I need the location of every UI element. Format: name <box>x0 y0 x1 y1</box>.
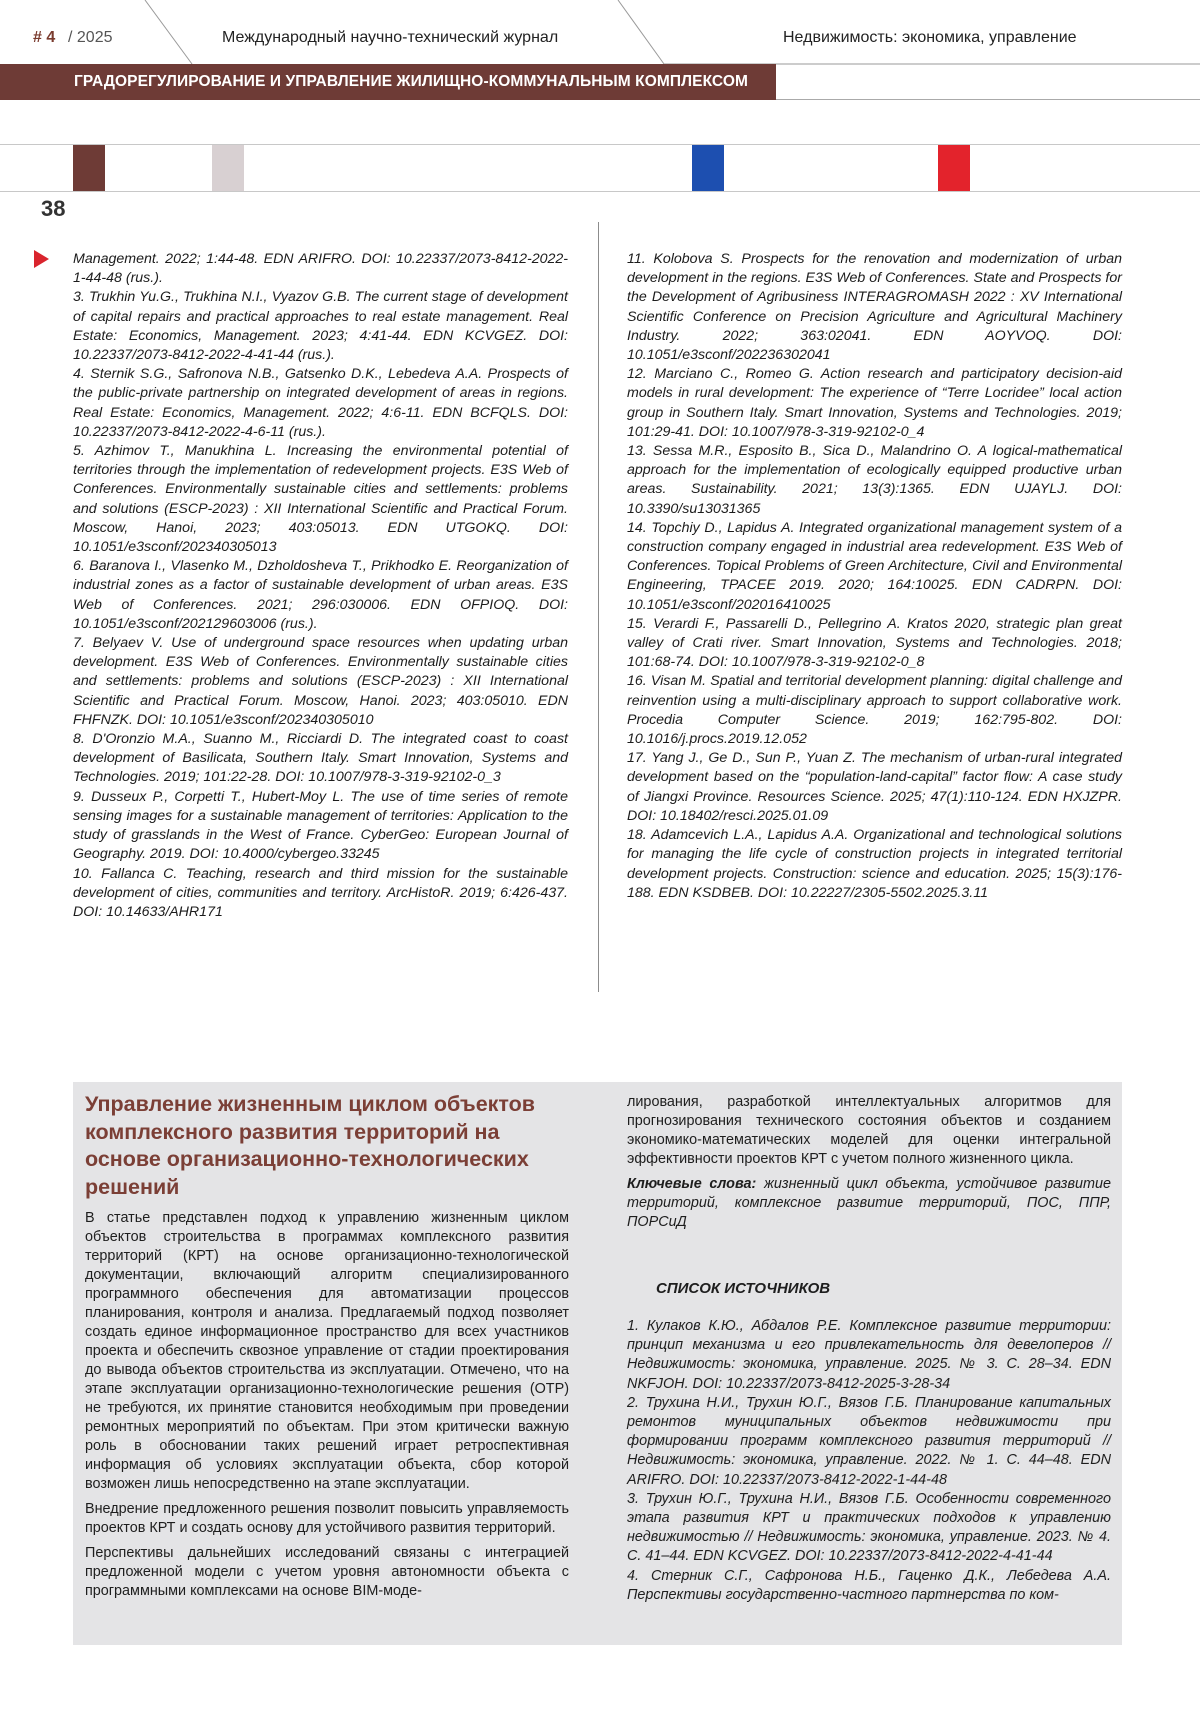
column-divider <box>598 222 599 992</box>
swatch-red <box>938 145 970 191</box>
source-item: 2. Трухина Н.И., Трухин Ю.Г., Вязов Г.Б. Планирование капитальных ремонтов муниципальных объектов недвижимости при формировании программ комплексного развития территорий // Недвижимость: экономика, управление. 2022. № 1. С. 44–48. EDN ARIFRO. DOI: 10.22337/2073-8412-2022-1-44-48 <box>627 1394 1111 1488</box>
source-item: 4. Стерник С.Г., Сафронова Н.Б., Гаценко Д.К., Лебедева А.А. Перспективы государственно-частного партнерства по ком- <box>627 1567 1111 1603</box>
abstract-right-column <box>627 1093 1111 1605</box>
reference-item: 9. Dusseux P., Corpetti T., Hubert-Moy L. The use of time series of remote sensing images for a sustainable management of territories: Application to the study of grasslands in the West of France. CyberGeo: European Journal of Geography. 2019. DOI: 10.4000/cybergeo.33245 <box>73 788 568 863</box>
references-left-column <box>73 250 568 922</box>
reference-item: 14. Topchiy D., Lapidus A. Integrated organizational management system of a construction company engaged in industrial area redevelopment. E3S Web of Conferences. Topical Problems of Green Architecture, Civil and Environmental Engineering, TPACEE 2019. 2020; 164:10025. EDN CADRPN. DOI: 10.1051/e3sconf/202016410025 <box>627 519 1122 613</box>
reference-item: 3. Trukhin Yu.G., Trukhina N.I., Vyazov G.B. The current stage of development of capital repairs and practical approaches to real estate management. Real Estate: Economics, Management. 2023; 4:41-44. EDN KCVGEZ. DOI: 10.22337/2073-8412-2022-4-41-44 (rus.). <box>73 289 568 364</box>
abstract-paragraph: Перспективы дальнейших исследований связаны с интеграцией предложенной модели с учетом уровня автономности объекта с программными комплексами на основе BIM-моде- <box>85 1545 569 1599</box>
abstract-paragraph: В статье представлен подход к управлению жизненным циклом объектов строительства в программах комплексного развития территорий (КРТ) на основе организационно-технологической документации, включающий алгоритм специализированного программного обеспечения для автоматизации процессов планирования, контроля и анализа. Предлагаемый подход позволяет создать единое информационное пространство для всех участников проекта и обеспечить сквозное управление от стадии проектирования до вывода объектов строительства из эксплуатации. Отмечено, что на этапе эксплуатации организационно-технологические решения (ОТР) не требуются, их принятие становится необходимым при проведении ремонтных мероприятий по объектам. При этом критически важную роль в обосновании таких решений играет ретроспективная информация об условиях эксплуатации объекта, сбор которой возможен лишь непосредственно на этапе эксплуатации. <box>85 1210 569 1492</box>
keywords-label: Ключевые слова: <box>627 1176 757 1192</box>
reference-item: 4. Sternik S.G., Safronova N.B., Gatsenko D.K., Lebedeva A.A. Prospects of the public-private partnership on integrated development of areas in regions. Real Estate: Economics, Management. 2022; 4:6-11. EDN BCFQLS. DOI: 10.22337/2073-8412-2022-4-6-11 (rus.). <box>73 366 568 440</box>
source-item: 3. Трухин Ю.Г., Трухина Н.И., Вязов Г.Б. Особенности современного этапа развития КРТ и практических подходов к управлению недвижимостью // Недвижимость: экономика, управление. 2023. № 4. С. 41–44. EDN KCVGEZ. DOI: 10.22337/2073-8412-2022-4-41-44 <box>627 1490 1111 1565</box>
abstract-paragraph: Внедрение предложенного решения позволит повысить управляемость проектов КРТ и создать основу для устойчивого развития территорий. <box>85 1501 569 1536</box>
reference-item: 12. Marciano C., Romeo G. Action research and participatory decision-aid models in rural development: The experience of “Terre Locridee” local action group in Southern Italy. Smart Innovation, Systems and Technologies. 2019; 101:29-41. DOI: 10.1007/978-3-319-92102-0_4 <box>627 366 1122 440</box>
issue-number: # 4 <box>33 29 56 46</box>
keywords <box>627 1175 1111 1232</box>
journal-name: Международный научно-технический журнал <box>222 29 559 46</box>
reference-item: 16. Visan M. Spatial and territorial development planning: digital challenge and reinvention using a multi-disciplinary approach to support collaborative work. Procedia Computer Science. 2019; 162:795-802. DOI: 10.1016/j.procs.2019.12.052 <box>627 673 1122 748</box>
swatch-blue <box>692 145 724 191</box>
reference-item: 13. Sessa M.R., Esposito B., Sica D., Malandrino O. A logical-mathematical approach for the implementation of ecologically equipped productive urban areas. Sustainability. 2021; 13(3):1365. EDN UJAYLJ. DOI: 10.3390/su13031365 <box>627 443 1122 517</box>
keywords-text: жизненный цикл объекта, устойчивое развитие территорий, комплексное развитие территорий, ПОС, ППР, ПОРСиД <box>627 1176 1111 1230</box>
reference-item: 17. Yang J., Ge D., Sun P., Yuan Z. The mechanism of urban-rural integrated development based on the “population-land-capital” factor flow: A case study of Jiangxi Province. Resources Science. 2025; 47(1):110-124. EDN HXJZPR. DOI: 10.18402/resci.2025.01.09 <box>627 750 1122 824</box>
reference-item: 10. Fallanca C. Teaching, research and third mission for the sustainable development of cities, communities and territory. ArcHistoR. 2019; 6:426-437. DOI: 10.14633/AHR171 <box>73 865 568 920</box>
abstract-box <box>73 1082 1122 1645</box>
color-strip <box>0 144 1200 192</box>
references-right-column <box>627 250 1122 903</box>
reference-item: 15. Verardi F., Passarelli D., Pellegrino A. Kratos 2020, strategic plan great valley of Crati river. Smart Innovation, Systems and Technologies. 2018; 101:68-74. DOI: 10.1007/978-3-319-92102-0_8 <box>627 615 1122 671</box>
sources-heading: СПИСОК ИСТОЧНИКОВ <box>656 1280 831 1297</box>
page-number: 38 <box>41 196 66 221</box>
abstract-title: Управление жизненным циклом объектов комплексного развития территорий на основе организационно-технологических решений <box>85 1092 536 1199</box>
reference-item: 11. Kolobova S. Prospects for the renovation and modernization of urban development in the regions. E3S Web of Conferences. State and Prospects for the Development of Agribusiness INTERAGROMASH 2022 : XV International Scientific Conference on Precision Agriculture and Agricultural Machinery Industry. 2022; 363:02041. EDN AOYVOQ. DOI: 10.1051/e3sconf/202236302041 <box>627 251 1122 364</box>
swatch-grey <box>212 145 244 191</box>
band-rule <box>776 99 1200 100</box>
issue-year: / 2025 <box>68 29 113 46</box>
reference-item: Management. 2022; 1:44-48. EDN ARIFRO. DOI: 10.22337/2073-8412-2022-1-44-48 (rus.). <box>73 251 568 287</box>
reference-item: 6. Baranova I., Vlasenko M., Dzholdosheva T., Prikhodko E. Reorganization of industrial zones as a factor of sustainable development of urban areas. E3S Web of Conferences. 2021; 296:030006. EDN OFPIOQ. DOI: 10.1051/e3sconf/202129603006 (rus.). <box>73 558 568 632</box>
journal-series: Недвижимость: экономика, управление <box>783 29 1077 46</box>
reference-item: 8. D'Oronzio M.A., Suanno M., Ricciardi D. The integrated coast to coast development of Basilicata, Southern Italy. Smart Innovation, Systems and Technologies. 2019; 101:22-28. DOI: 10.1007/978-3-319-92102-0_3 <box>73 731 568 786</box>
reference-item: 5. Azhimov T., Manukhina L. Increasing the environmental potential of territories through the implementation of redevelopment projects. E3S Web of Conferences. Environmentally sustainable cities and settlements: problems and solutions (ESCP-2023) : XII International Scientific and Practical Forum. Moscow, Hanoi, 2023; 403:05013. EDN UTGOKQ. DOI: 10.1051/e3sconf/202340305013 <box>73 443 568 556</box>
red-arrow-icon <box>34 250 49 268</box>
reference-item: 18. Adamcevich L.A., Lapidus A.A. Organizational and technological solutions for managing the life cycle of construction projects in integrated territorial development projects. Construction: science and education. 2025; 15(3):176-188. EDN KSDBEB. DOI: 10.22227/2305-5502.2025.3.11 <box>627 827 1122 901</box>
reference-item: 7. Belyaev V. Use of underground space resources when updating urban development. E3S Web of Conferences. Environmentally sustainable cities and settlements: problems and solutions (ESCP-2023) : XII International Scientific and Practical Forum. Moscow, Hanoi. 2023; 403:05010. EDN FHFNZK. DOI: 10.1051/e3sconf/202340305010 <box>73 635 568 728</box>
source-item: 1. Кулаков К.Ю., Абдалов Р.Е. Комплексное развитие территории: принцип механизма и его привлекательность для девелоперов // Недвижимость: экономика, управление. 2025. № 3. С. 28–34. EDN NKFJOH. DOI: 10.22337/2073-8412-2025-3-28-34 <box>627 1318 1111 1392</box>
abstract-left-column <box>85 1091 569 1607</box>
abstract-continuation: лирования, разработкой интеллектуальных алгоритмов для прогнозирования технического состояния объектов и созданием экономико-математических моделей для оценки интегральной эффективности проектов КРТ с учетом полного жизненного цикла. <box>627 1094 1111 1167</box>
section-title: ГРАДОРЕГУЛИРОВАНИЕ И УПРАВЛЕНИЕ ЖИЛИЩНО-КОММУНАЛЬНЫМ КОМПЛЕКСОМ <box>74 73 748 90</box>
swatch-brown <box>73 145 105 191</box>
